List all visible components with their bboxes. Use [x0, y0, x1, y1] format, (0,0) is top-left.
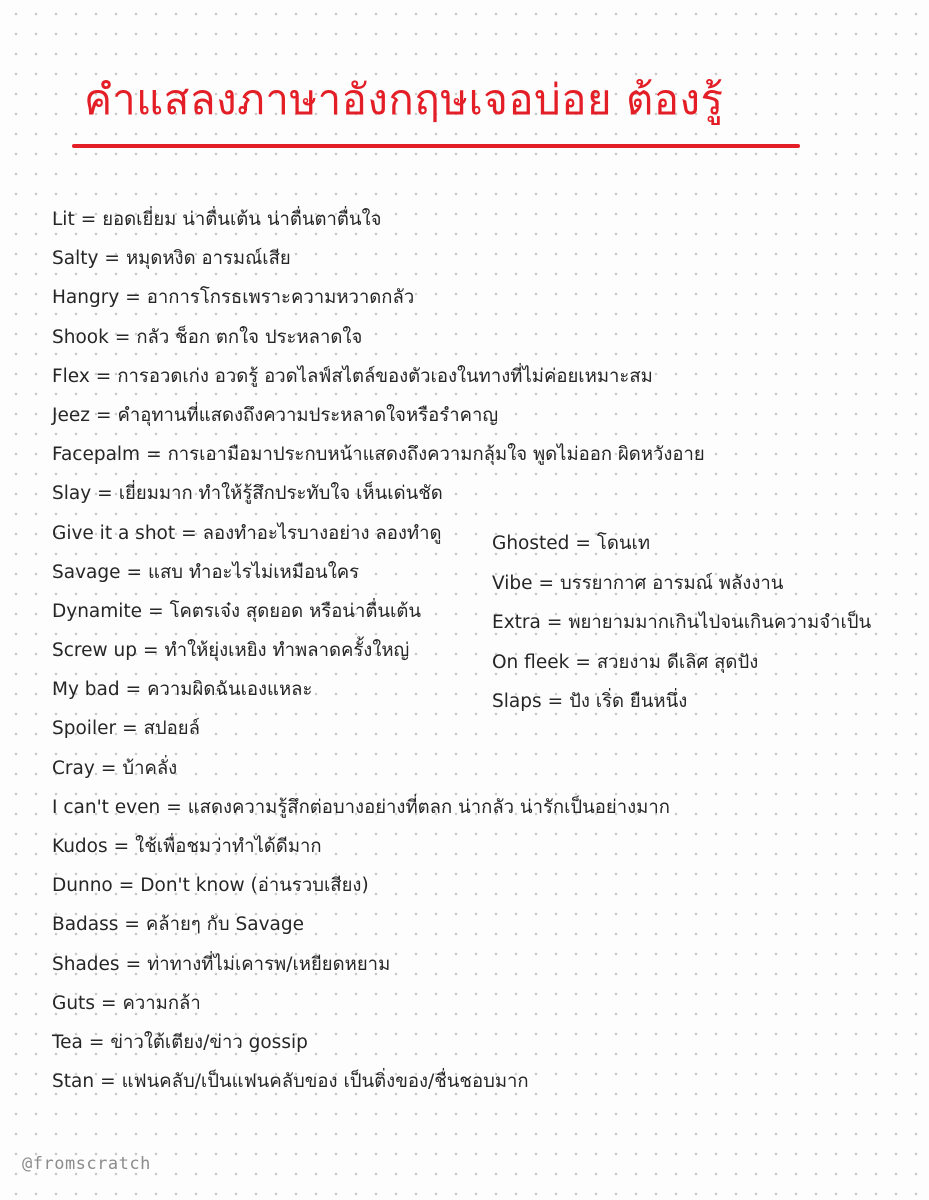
slang-entry: [52, 905, 705, 944]
slang-term: Shades: [52, 953, 120, 975]
slang-entry: [52, 474, 705, 513]
equals-sign: =: [166, 796, 182, 818]
equals-sign: =: [124, 914, 140, 936]
slang-definition: ปัง เริ่ด ยืนหนึ่ง: [569, 691, 688, 713]
slang-term: Guts: [52, 992, 95, 1014]
slang-entry: [52, 866, 705, 905]
slang-entry: [52, 357, 705, 396]
equals-sign: =: [125, 679, 142, 701]
slang-definition: ลองทำอะไรบางอย่าง ลองทำดู: [202, 522, 442, 544]
author-handle: @fromscratch: [22, 1154, 151, 1174]
slang-term: Give it a shot: [52, 522, 176, 544]
equals-sign: =: [97, 483, 113, 505]
slang-term: Slaps: [492, 691, 542, 713]
slang-definition: การเอามือมาประกบหน้าแสดงถึงความกลุ้มใจ พูดไม่ออก ผิดหวังอาย: [167, 444, 705, 466]
slang-definition: ความผิดฉันเองแหละ: [147, 679, 313, 701]
slang-term: Tea: [52, 1031, 83, 1053]
equals-sign: =: [126, 561, 143, 583]
slang-entry: [52, 318, 705, 357]
slang-term: Savage: [52, 561, 121, 583]
slang-term: Screw up: [52, 640, 137, 662]
slang-term: Dunno: [52, 875, 113, 897]
slang-definition: คำอุทานที่แสดงถึงความประหลาดใจหรือรำคาญ: [117, 404, 499, 426]
equals-sign: =: [142, 640, 159, 662]
equals-sign: =: [146, 444, 162, 466]
equals-sign: =: [546, 612, 563, 634]
slang-entry: [52, 749, 705, 788]
equals-sign: =: [100, 757, 117, 779]
slang-term: On fleek: [492, 651, 570, 673]
slang-definition: สปอยล์: [143, 718, 200, 740]
slang-entry: [52, 435, 705, 474]
equals-sign: =: [88, 1031, 105, 1053]
slang-term: I can't even: [52, 796, 161, 818]
slang-term: Spoiler: [52, 718, 117, 740]
slang-term: Badass: [52, 914, 119, 936]
slang-term: Extra: [492, 612, 541, 634]
equals-sign: =: [125, 287, 141, 309]
slang-term: Stan: [52, 1071, 95, 1093]
slang-definition: Don't know (อ่านรวบเสียง): [140, 875, 369, 897]
equals-sign: =: [100, 992, 117, 1014]
slang-definition: หมุดหงิด อารมณ์เสีย: [125, 248, 291, 270]
slang-term: Ghosted: [492, 533, 570, 554]
slang-entry: [52, 1023, 705, 1062]
slang-entry: [52, 984, 705, 1023]
equals-sign: =: [575, 533, 591, 554]
slang-entry: [52, 788, 705, 827]
slang-definition: แสบ ทำอะไรไม่เหมือนใคร: [148, 561, 360, 583]
equals-sign: =: [125, 953, 142, 975]
title-underline: [72, 144, 800, 148]
slang-definition: ความกล้า: [122, 992, 201, 1014]
slang-entry: [492, 682, 871, 722]
slang-definition: โดนเท: [596, 533, 651, 554]
slang-term: Cray: [52, 757, 95, 779]
slang-entry: [52, 827, 705, 866]
slang-entry: [52, 239, 705, 278]
slang-definition: แฟนคลับ/เป็นแฟนคลับของ เป็นติ่งของ/ชื่นชอบมาก: [121, 1071, 529, 1093]
slang-definition: ใช้เพื่อชมว่าทำได้ดีมาก: [135, 836, 322, 857]
slang-term: My bad: [52, 679, 120, 701]
equals-sign: =: [122, 718, 138, 740]
slang-definition: ท่าทางที่ไม่เคารพ/เหยียดหยาม: [147, 953, 391, 975]
slang-definition: ยอดเยี่ยม น่าตื่นเต้น น่าตื่นตาตื่นใจ: [102, 209, 382, 230]
slang-definition: เยี่ยมมาก ทำให้รู้สึกประทับใจ เห็นเด่นชัด: [118, 483, 443, 505]
equals-sign: =: [118, 875, 135, 897]
slang-definition: กลัว ช็อก ตกใจ ประหลาดใจ: [136, 326, 363, 348]
equals-sign: =: [575, 651, 591, 673]
slang-definition: บรรยากาศ อารมณ์ พลังงาน: [560, 572, 784, 594]
slang-entry: [492, 564, 871, 604]
equals-sign: =: [181, 522, 197, 544]
equals-sign: =: [100, 1071, 116, 1093]
slang-term: Facepalm: [52, 444, 141, 466]
slang-definition: แสดงความรู้สึกต่อบางอย่างที่ตลก น่ากลัว น่ารักเป็นอย่างมาก: [187, 796, 670, 818]
equals-sign: =: [95, 404, 112, 426]
slang-entry: [52, 945, 705, 984]
slang-definition: คล้ายๆ กับ Savage: [145, 914, 304, 936]
equals-sign: =: [148, 600, 164, 622]
slang-term: Hangry: [52, 287, 120, 309]
slang-term: Lit: [52, 209, 75, 230]
page-title: คำแสลงภาษาอังกฤษเจอบ่อย ต้องรู้: [84, 75, 724, 124]
slang-term: Slay: [52, 483, 92, 505]
equals-sign: =: [114, 326, 131, 348]
slang-term: Shook: [52, 326, 109, 348]
slang-entry: [52, 396, 705, 435]
slang-term: Vibe: [492, 572, 533, 594]
slang-entry: [52, 200, 705, 239]
slang-definition: บ้าคลั่ง: [122, 757, 178, 779]
slang-entry: [492, 603, 871, 643]
slang-definition: ข่าวใต้เตียง/ข่าว gossip: [110, 1031, 308, 1053]
slang-definition: พยายามมากเกินไปจนเกินความจำเป็น: [568, 612, 872, 634]
slang-entry: [492, 524, 871, 564]
equals-sign: =: [538, 572, 555, 594]
equals-sign: =: [547, 691, 564, 713]
equals-sign: =: [95, 365, 112, 387]
equals-sign: =: [113, 836, 130, 857]
slang-list-right: [492, 524, 871, 722]
slang-term: Dynamite: [52, 600, 143, 622]
equals-sign: =: [104, 248, 120, 270]
slang-term: Jeez: [52, 404, 90, 426]
slang-entry: [492, 643, 871, 683]
slang-definition: สวยงาม ดีเลิศ สุดปัง: [596, 651, 759, 673]
slang-term: Flex: [52, 365, 90, 387]
slang-definition: โคตรเจ๋ง สุดยอด หรือน่าตื่นเต้น: [169, 600, 421, 622]
slang-entry: [52, 278, 705, 317]
equals-sign: =: [80, 209, 97, 230]
slang-definition: อาการโกรธเพราะความหวาดกลัว: [146, 287, 415, 309]
slang-definition: การอวดเก่ง อวดรู้ อวดไลฟ์สไตล์ของตัวเองในทางที่ไม่ค่อยเหมาะสม: [117, 365, 653, 387]
slang-entry: [52, 1062, 705, 1101]
slang-term: Kudos: [52, 836, 108, 857]
slang-term: Salty: [52, 248, 99, 270]
slang-definition: ทำให้ยุ่งเหยิง ทำพลาดครั้งใหญ่: [164, 640, 410, 662]
